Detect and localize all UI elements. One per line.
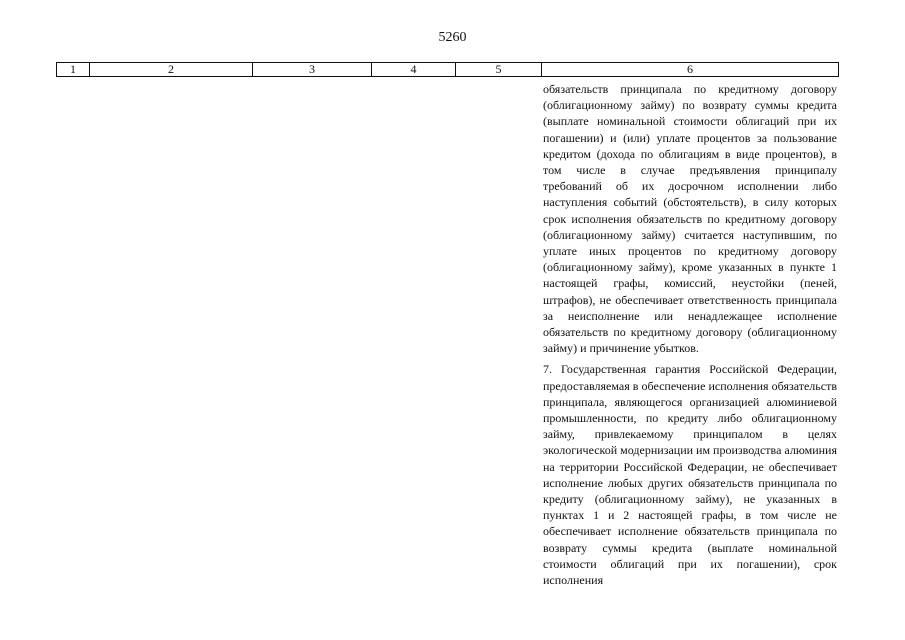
column-header-3: 3 [253,63,372,76]
column-header-6: 6 [542,63,839,76]
page-number: 5260 [438,30,467,45]
column-header-1: 1 [57,63,90,76]
column-header-2: 2 [90,63,253,76]
column-6-text [543,81,837,588]
column-header-4: 4 [372,63,456,76]
column-header-5: 5 [456,63,542,76]
paragraph-continuation: обязательств принципала по кредитному договору (облигационному займу) по возврату суммы кредита (выплате номинальной стоимости облигаций при их погашении) и (или) уплате процентов за пользование кредитом (дохода по облигациям в виде процентов), в том числе в случае предъявления принципалу требований об их досрочном исполнении либо наступления событий (обстоятельств), в силу которых срок исполнения обязательств по кредитному договору (облигационному займу) считается наступившим, по уплате иных процентов по кредитному договору (облигационному займу), кроме указанных в пункте 1 настоящей графы, комиссий, неустойки (пеней, штрафов), не обеспечивает ответственность принципала за неисполнение или ненадлежащее исполнение обязательств по кредитному договору (облигационному займу) и причинение убытков. [543,82,837,356]
paragraph-7: 7. Государственная гарантия Российской Федерации, предоставляемая в обеспечение исполнения обязательств принципала, являющегося организацией алюминиевой промышленности, по кредиту либо облигационному займу, привлекаемому принципалом в целях экологической модернизации им производства алюминия на территории Российской Федерации, не обеспечивает исполнение любых других обязательств принципала по кредиту (облигационному займу), не указанных в пунктах 1 и 2 настоящей графы, в том числе не обеспечивает исполнение обязательств принципала по возврату суммы кредита (выплате номинальной стоимости облигаций при их погашении), срок исполнения [543,362,837,588]
table-header-row [56,62,839,77]
